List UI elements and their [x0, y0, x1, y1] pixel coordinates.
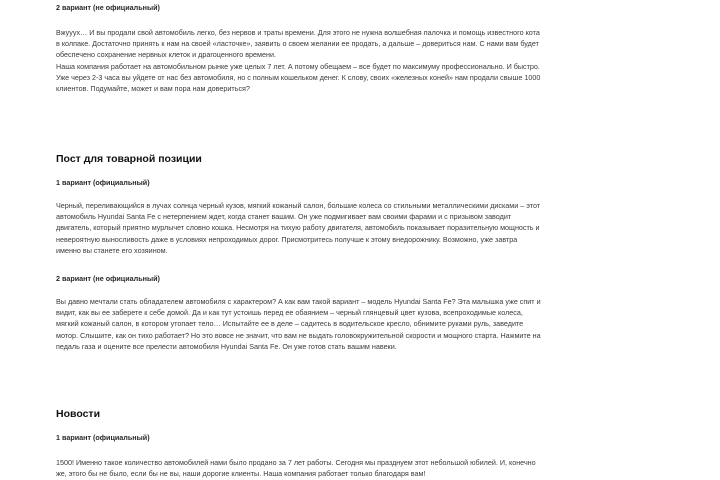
intro-paragraph-block [56, 27, 660, 94]
news-v1-line: 1500! Именно такое количество автомобилей нами было продано за 7 лет работы. Сегодня мы празднуем этот небольшой юбилей. И, конечно [56, 458, 536, 467]
intro-variant-label: 2 вариант (не официальный) [56, 3, 160, 12]
news-section [56, 407, 660, 421]
intro-line: обеспечено сохранение нервных клеток и драгоценного времени. [56, 50, 276, 60]
product-v1-line: Черный, переливающийся в лучах солнца черный кузов, мягкий кожаный салон, большие колеса со стильными металлическими дисками – этот [56, 201, 541, 210]
product-v2-line: видит, как вы ее заберете к себе домой. Да и как тут устоишь перед ее обаянием – черный глянцевый цвет кузова, всепроходимые колеса, [56, 308, 523, 318]
product-v2-line: мягкий кожаный салон, в котором утопает тело… Испытайте ее в деле – садитесь в водительское кресло, обнимите руками руль, заведите [56, 319, 524, 329]
intro-line: клиентов. Подумайте, может и вам пора нам довериться? [56, 84, 250, 94]
news-variant-1-label: 1 вариант (официальный) [56, 433, 150, 442]
product-variant-1-paragraph [56, 200, 660, 256]
product-v2-label-block [56, 274, 660, 284]
news-v1-label-block [56, 433, 660, 443]
intro-line: Уже через 2-3 часа вы уйдете от нас без автомобиля, но с полным кошельком денег. К слову, своих «железных коней» нам продали свыше 1000 [56, 72, 541, 82]
product-section [56, 152, 660, 166]
news-section-heading: Новости [56, 408, 101, 420]
news-variant-1-paragraph [56, 457, 660, 479]
product-v2-line: Вы давно мечтали стать обладателем автомобиля с характером? А как вам такой вариант – модель Hyundai Santa Fe? Эта малышка уже спит и [56, 297, 541, 306]
news-v1-paragraph-block [56, 457, 660, 479]
intro-line: Наша компания работает на автомобильном рынке уже целых 7 лет. А потому обещаем – все будет по максимуму профессионально. И быстро. [56, 61, 540, 71]
product-v1-line: двигатель, который приятно мурлычет словно кошка. Несмотря на тихую работу двигателя, автомобиль показывает поразительную мощность и [56, 223, 540, 233]
product-v1-line: именно вы станете его хозяином. [56, 245, 168, 255]
product-v2-line: мотор. Слышите, как он тихо работает? Но это вовсе не значит, что вам не выдать головокружительной скорости и мощного старта. Нажмите на [56, 330, 541, 340]
intro-line: в колпаке. Достаточно принять к нам на своей «ласточке», заявить о своем желании ее продать, а дальше – довериться нам. С нами вам будет [56, 39, 539, 49]
product-variant-2-label: 2 вариант (не официальный) [56, 274, 160, 283]
product-section-heading: Пост для товарной позиции [56, 153, 202, 165]
intro-line: Вжууух… И вы продали свой автомобиль легко, без нервов и траты времени. Для этого не нужна волшебная палочка и помощь известного кота [56, 28, 540, 37]
product-v1-line: невероятную выносливость даже в условиях непроходимых дорог. Присмотритесь получше к этому внедорожнику. Возможно, уже завтра [56, 234, 518, 244]
intro-variant-label-block [56, 3, 660, 13]
product-v1-label-block [56, 178, 660, 188]
product-v1-paragraph-block [56, 200, 660, 256]
intro-paragraph [56, 27, 660, 94]
news-v1-line: же, этого бы не было, если бы не вы, наши дорогие клиенты. Наша компания работает только благодаря вам! [56, 469, 426, 479]
product-variant-2-paragraph [56, 296, 660, 352]
product-v2-paragraph-block [56, 296, 660, 352]
product-variant-1-label: 1 вариант (официальный) [56, 178, 150, 187]
product-v2-line: педаль газа и оцените все прелести автомобиля Hyundai Santa Fe. Он уже готов стать вашим навеки. [56, 341, 397, 351]
product-v1-line: автомобиль Hyundai Santa Fe с нетерпением ждет, когда станет вашим. Он уже подмигивает вам своими фарами и с призывом заводит [56, 212, 512, 222]
